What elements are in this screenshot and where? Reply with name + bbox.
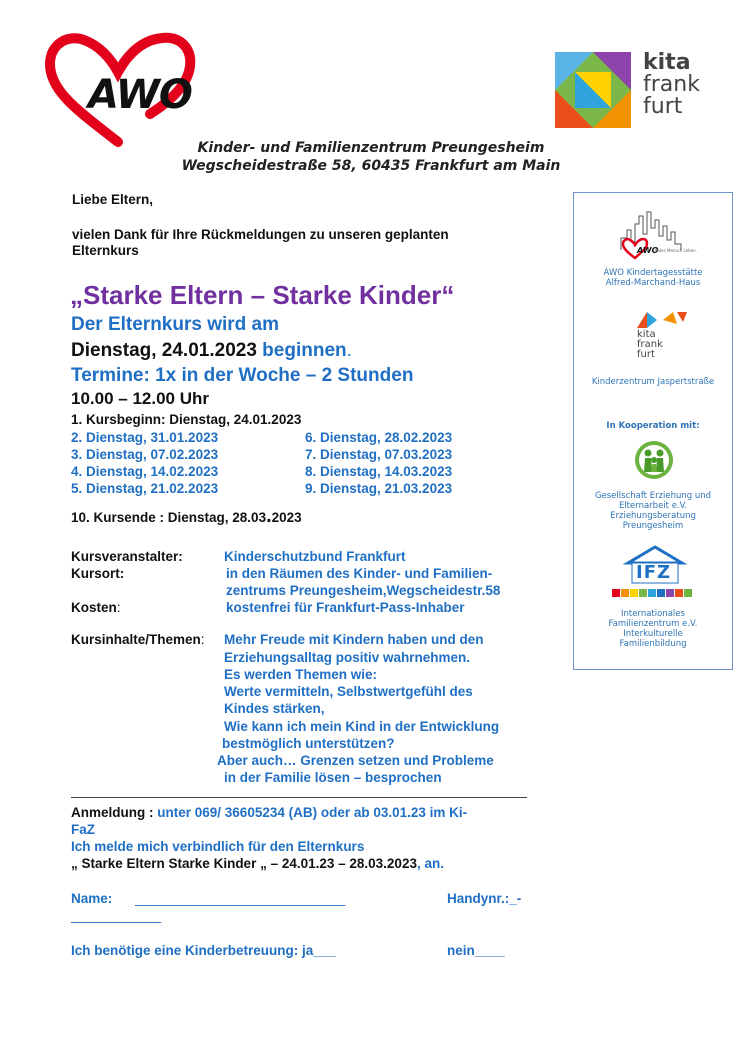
ort-label: Kursort: bbox=[71, 566, 125, 581]
inhalte-line: Aber auch… Grenzen setzen und Probleme bbox=[217, 753, 494, 768]
ifz-line: Internationales bbox=[621, 609, 685, 619]
verbindlich-line: Ich melde mich verbindlich für den Elternkurs bbox=[71, 839, 365, 854]
inhalte-line: Erziehungsalltag positiv wahrnehmen. bbox=[224, 650, 471, 665]
ifz-logo bbox=[610, 545, 700, 605]
time-line: 10.00 – 12.00 Uhr bbox=[71, 389, 209, 408]
termine-line: Termine: 1x in der Woche – 2 Stunden bbox=[71, 365, 414, 386]
gesellschaft-line: Erziehungsberatung bbox=[610, 511, 696, 521]
intro-line2: Elternkurs bbox=[72, 243, 139, 258]
schedule-left bbox=[71, 429, 218, 497]
schedule-item: 9. Dienstag, 21.03.2023 bbox=[305, 481, 453, 496]
anmeldung-label: Anmeldung : bbox=[71, 805, 154, 820]
anmeldung-value1: unter 069/ 36605234 (AB) oder ab 03.01.23 im Ki- bbox=[157, 805, 468, 820]
veranstalter-value: Kinderschutzbund Frankfurt bbox=[224, 549, 406, 564]
schedule-last-year: 2023 bbox=[271, 510, 302, 525]
ifz-line: Interkulturelle bbox=[623, 629, 683, 639]
kita-mosaic-icon bbox=[555, 52, 631, 128]
schedule-item: 5. Dienstag, 21.02.2023 bbox=[71, 481, 219, 496]
awo-kita-caption2: Alfred-Marchand-Haus bbox=[605, 278, 701, 288]
ort-value1: in den Räumen des Kinder- und Familien- bbox=[226, 566, 493, 581]
handy-label[interactable]: Handynr.:_- bbox=[447, 891, 522, 906]
anmeldung-value2: FaZ bbox=[71, 822, 96, 837]
schedule-item: 4. Dienstag, 14.02.2023 bbox=[71, 464, 219, 479]
ifz-caption bbox=[573, 609, 733, 649]
awo-logo-text: AWO bbox=[88, 72, 192, 118]
kosten-label-line bbox=[71, 600, 121, 615]
gesellschaft-logo bbox=[634, 440, 674, 480]
start-date: Dienstag, 24.01.2023 bbox=[71, 340, 257, 361]
schedule-first: 1. Kursbeginn: Dienstag, 24.01.2023 bbox=[71, 412, 302, 427]
gesellschaft-caption bbox=[573, 491, 733, 531]
veranstalter-label: Kursveranstalter: bbox=[71, 549, 183, 564]
course-subtitle: Der Elternkurs wird am bbox=[71, 314, 280, 335]
awo-kita-logo bbox=[617, 208, 697, 264]
schedule-last bbox=[71, 505, 302, 528]
awo-kita-logo-text: AWO bbox=[637, 246, 659, 255]
schedule-last-text: 10. Kursende : Dienstag, 28.03 bbox=[71, 510, 267, 525]
start-date-dot: . bbox=[346, 340, 352, 361]
start-date-suffix: beginnen bbox=[262, 340, 347, 361]
anmeldung-line bbox=[71, 805, 467, 820]
inhalte-label-line bbox=[71, 632, 205, 647]
inhalte-line: Es werden Themen wie: bbox=[224, 667, 378, 682]
betreuung-ja[interactable]: Ich benötige eine Kinderbetreuung: ja___ bbox=[71, 943, 336, 958]
inhalte-line: Mehr Freude mit Kindern haben und den bbox=[224, 632, 484, 647]
awo-kita-caption1: AWO Kindertagesstätte bbox=[603, 268, 703, 278]
name-field[interactable]: ____________________________ bbox=[135, 891, 346, 906]
gesellschaft-line: Gesellschaft Erziehung und bbox=[594, 491, 712, 501]
skyline-icon bbox=[617, 208, 689, 264]
kosten-colon: : bbox=[116, 600, 121, 615]
awo-kita-slogan: Jedes Mensch Leben. bbox=[655, 248, 697, 253]
schedule-item: 8. Dienstag, 14.03.2023 bbox=[305, 464, 453, 479]
betreuung-nein[interactable]: nein____ bbox=[447, 943, 505, 958]
kita-mini-line1: kita bbox=[637, 329, 656, 340]
kita-logo-line2: frank bbox=[643, 72, 700, 97]
kurs-text: „ Starke Eltern Starke Kinder „ – 24.01.23 – 28.03.2023 bbox=[71, 856, 417, 871]
kooperation-label: In Kooperation mit: bbox=[606, 421, 700, 431]
inhalte-colon: : bbox=[200, 632, 205, 647]
kita-mini-logo bbox=[633, 310, 693, 360]
inhalte-line: bestmöglich unterstützen? bbox=[222, 736, 395, 751]
divider bbox=[71, 797, 527, 798]
jasper-caption: Kinderzentrum Jaspertstraße bbox=[591, 377, 715, 387]
course-title: „Starke Eltern – Starke Kinder“ bbox=[70, 280, 455, 310]
schedule-item: 3. Dienstag, 07.02.2023 bbox=[71, 447, 219, 462]
kita-mini-line2: frank bbox=[637, 339, 663, 350]
schedule-right bbox=[305, 429, 452, 497]
ifz-line: Familienbildung bbox=[619, 639, 687, 649]
gesellschaft-line: Elternarbeit e.V. bbox=[618, 501, 688, 511]
header-line2: Wegscheidestraße 58, 60435 Frankfurt am Main bbox=[181, 158, 561, 174]
kita-mini-mosaic-icon bbox=[633, 310, 691, 330]
ifz-line: Familienzentrum e.V. bbox=[608, 619, 698, 629]
schedule-item: 2. Dienstag, 31.01.2023 bbox=[71, 430, 219, 445]
kurs-line bbox=[71, 856, 444, 871]
start-date-line bbox=[71, 340, 352, 362]
inhalte-line: in der Familie lösen – besprochen bbox=[224, 770, 442, 785]
schedule-item: 6. Dienstag, 28.02.2023 bbox=[305, 430, 453, 445]
kosten-label: Kosten bbox=[71, 600, 117, 615]
schedule-last-dot: . bbox=[266, 505, 272, 527]
kita-mini-line3: furt bbox=[637, 349, 655, 360]
kita-logo-line1: kita bbox=[643, 50, 691, 75]
ifz-logo-text: IFZ bbox=[636, 562, 672, 583]
kurs-an: , an. bbox=[416, 856, 444, 871]
name-label: Name: bbox=[71, 891, 113, 906]
schedule-item: 7. Dienstag, 07.03.2023 bbox=[305, 447, 453, 462]
awo-logo bbox=[40, 32, 200, 147]
handy-field[interactable]: ____________ bbox=[71, 908, 162, 923]
inhalte-line: Werte vermitteln, Selbstwertgefühl des bbox=[224, 684, 473, 699]
inhalte-label: Kursinhalte/Themen bbox=[71, 632, 201, 647]
greeting: Liebe Eltern, bbox=[72, 192, 154, 207]
inhalte-line: Kindes stärken, bbox=[224, 701, 325, 716]
intro-line1: vielen Dank für Ihre Rückmeldungen zu unseren geplanten bbox=[72, 227, 449, 242]
inhalte-line: Wie kann ich mein Kind in der Entwicklung bbox=[224, 719, 500, 734]
kita-frankfurt-logo bbox=[555, 52, 725, 128]
ifz-color-bar-icon bbox=[612, 589, 698, 597]
gesellschaft-line: Preungesheim bbox=[622, 521, 684, 531]
header-line1: Kinder- und Familienzentrum Preungesheim bbox=[197, 140, 545, 156]
kosten-value: kostenfrei für Frankfurt-Pass-Inhaber bbox=[226, 600, 465, 615]
ort-value2: zentrums Preungesheim,Wegscheidestr.58 bbox=[226, 583, 501, 598]
family-icon bbox=[634, 440, 674, 480]
kita-logo-line3: furt bbox=[643, 94, 683, 119]
